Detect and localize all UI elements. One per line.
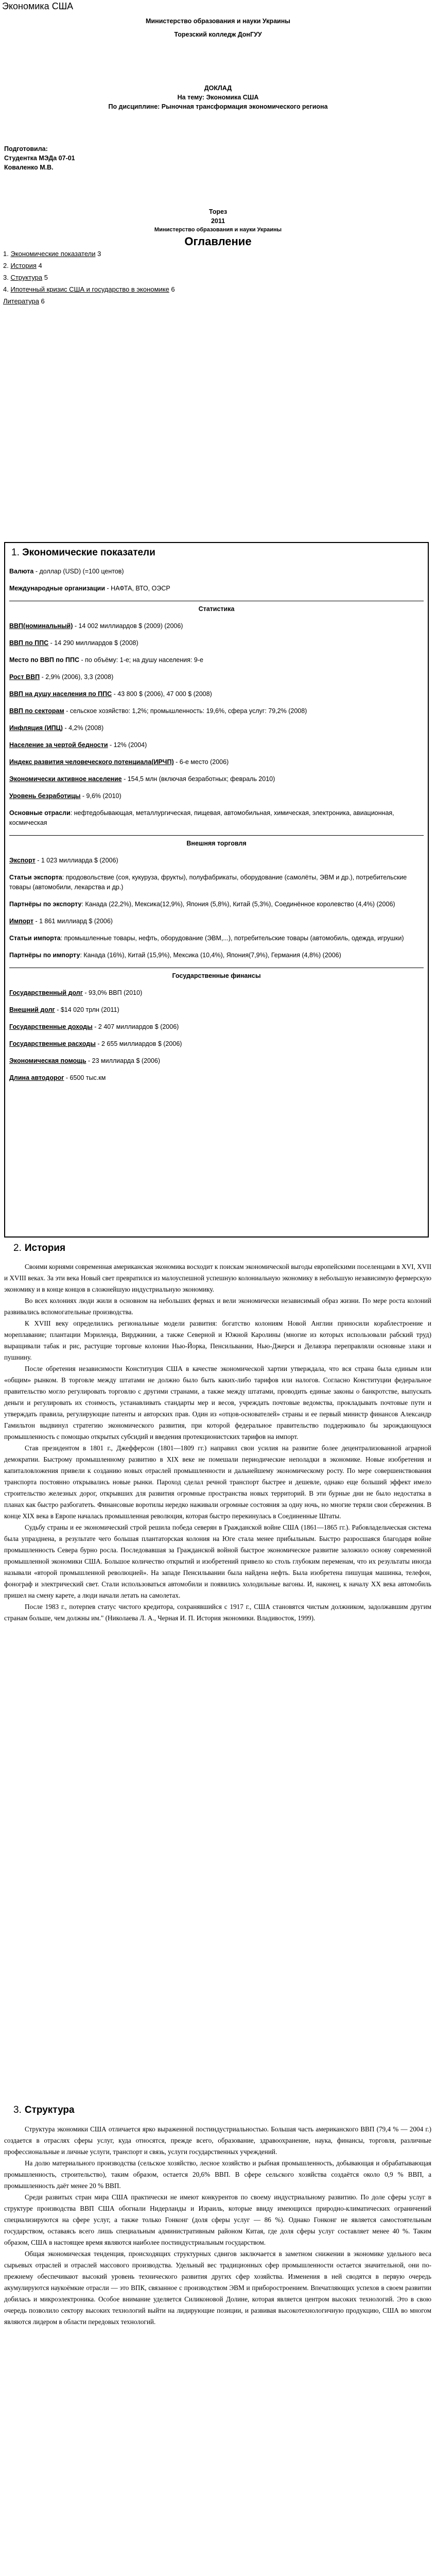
gdp-sectors-row: ВВП по секторам - сельское хозяйство: 1,2%; промышленность: 19,6%, сфера услуг: 79,2% (2008) [9, 707, 307, 715]
gdp-ppp-row: ВВП по ППС - 14 290 миллиардов $ (2008) [9, 639, 138, 647]
indicators-title: 1. Экономические показатели [11, 547, 155, 558]
import-partners-row: Партнёры по импорту: Канада (16%), Китай (15,9%), Мексика (10,4%), Япония(7,9%), Германия (4,8%) (2006) [9, 952, 341, 959]
report-title: ДОКЛАД [204, 84, 232, 92]
finance-heading: Государственные финансы [172, 972, 261, 979]
orgs-row: Международные организации - НАФТА, ВТО, ОЭСР [9, 585, 170, 592]
toc-item-crisis[interactable]: 4. Ипотечный кризис США и государство в экономике 6 [3, 285, 175, 293]
indicators-box [4, 542, 429, 1238]
year: 2011 [211, 217, 225, 225]
history-text: Своими корнями современная американская экономика восходит к поискам экономической выгоды европейскими поселенцами в XVI, XVII и XVIII веках. За эти века Новый свет превратился из малоуспешной успешную колониальную экономику в небольшую независимую фермерскую экономику и в конце концов в сложнейшую индустриальную экономику. Во всех колониях люди жили в основном на небольших фермах и вели экономически независимый образ жизни. По мере роста колоний развивались вспомогательные производства. К XVIII веку определились региональные модели развития: богатство колониям Новой Англии приносили кораблестроение и мореплавание; плантации Мэриленда, Вирджинии, а также Северной и Южной Каролины (многие из которых использовали рабский труд) выращивали табак и рис, растущие торговые колонии Нью-Йорка, Пенсильвании, Нью-Джерси и Делавэра переправляли основные злаки и пушнину. После обретения независимости Конституция США в качестве экономической хартии утверждала, что вся страна была единым или «общим» рынком. В торговле между штатами не должно было быть каких-либо тарифов или налогов. Согласно Конституции федеральное правительство могло регулировать торговлю с другими странами, а также между штатами, проводить единые законы о банкротстве, выпускать деньги и регулировать их стоимость, устанавливать стандарты мер и весов, учреждать почтовые ведомства, прокладывать почтовые пути и утверждать правила, регулирующие патенты и авторских прав. Один из «отцов-основателей» страны и ее первый министр финансов Александр Гамильтон выдвинул стратегию экономического развития, при которой федеральное правительство поддерживало бы зарождающуюся промышленность с помощью открытых субсидий и введения протекционистских тарифов на импорт. Став президентом в 1801 г., Джефферсон (1801—1809 гг.) направил свои усилия на развитие более децентрализованной аграрной демократии. Быстрому промышленному развитию в XIX веке не помешали периодические неполадки в экономике. Новые изобретения и капиталовложения привели к созданию новых отраслей промышленности и дальнейшему экономическому росту. По мере совершенствования транспорта постоянно открывались новые рынки. Пароход сделал речной транспорт быстрее и дешевле, однако еще больший эффект имело строительство железных дорог, открывших для развития огромные пространства новых территорий. В эти бурные дни не было недостатка в планах как быстро разбогатеть. Финансовые воротилы нередко наживали огромные состояния за одну ночь, но многие теряли свои сбережения. В конце XIX века в Европе началась промышленная революция, которая быстро перекинулась в Соединенные Штаты. Судьбу страны и ее экономический строй решила победа северян в Гражданской войне США (1861—1865 гг.). Рабовладельческая система была упразднена, в результате чего большая плантаторская колония на Юге стала менее прибыльным. Быстро разросшаяся благодаря войне промышленность Севера бурно росла. Последовавшая за Гражданской войной быстрое экономическое развитие заложило основу современной промышленной экономики США. Большое количество открытий и изобретений привело ко столь глубоким переменам, что их результаты иногда называли «второй промышленной революцией». На западе Пенсильвании была найдена нефть. Была изобретена пишущая машинка, телефон, фонограф и электрический свет. Стали использоваться автомобили и появились холодильные вагоны. И, наконец, к началу XX века автомобиль пришел на смену карете, а люди начали летать на самолетах. После 1983 г., потерпев статус чистого кредитора, сохранявшийся с 1917 г., США становятся чистым должником, задолжавшим другим странам больше, чем должны им." (Николаева Л. А., Черная И. П. История экономики. Владивосток, 1999). [4, 1263, 431, 1622]
student-group: Студентка МЭДа 07-01 [4, 155, 75, 162]
aid-row: Экономическая помощь - 23 миллиарда $ (2006) [9, 1057, 161, 1064]
toc-item-structure[interactable]: 3. Структура 5 [3, 274, 48, 281]
ext-debt-row: Внешний долг - $14 020 трлн (2011) [9, 1006, 119, 1013]
report-topic: На тему: Экономика США [177, 94, 259, 101]
inflation-row: Инфляция (ИПЦ) - 4,2% (2008) [9, 724, 104, 732]
export-items-row: Статьи экспорта: продовольствие (соя, кукуруза, фрукты), полуфабрикаты, оборудование (самолёты, ЭВМ и др.), потребительские товары (автомобили, лекарства и др.) [9, 874, 407, 891]
stats-heading: Статистика [198, 605, 235, 613]
college-line: Торезский колледж ДонГУУ [174, 31, 262, 38]
revenue-row: Государственные доходы - 2 407 миллиардов $ (2006) [9, 1023, 179, 1030]
exports-row: Экспорт - 1 023 миллиарда $ (2006) [9, 857, 118, 864]
gdp-pc-row: ВВП на душу населения по ППС - 43 800 $ (2006), 47 000 $ (2008) [9, 690, 212, 698]
ministry-footer: Министерство образования и науки Украины [154, 227, 282, 233]
labor-row: Экономически активное население - 154,5 млн (включая безработных; февраль 2010) [9, 775, 275, 783]
unemployment-row: Уровень безработицы - 9,6% (2010) [9, 792, 121, 800]
report-discipline: По дисциплине: Рыночная трансформация экономического региона [108, 103, 328, 110]
structure-title: 3. Структура [13, 2105, 75, 2115]
document-title: Экономика США [2, 1, 74, 11]
currency-row: Валюта - доллар (USD) (=100 центов) [9, 568, 124, 575]
city: Торез [208, 208, 228, 215]
toc-item-history[interactable]: 2. История 4 [3, 262, 42, 269]
trade-heading: Внешняя торговля [186, 840, 247, 847]
toc-item-literature[interactable]: Литература 6 [3, 297, 45, 305]
gdp-rank-row: Место по ВВП по ППС - по объёму: 1-е; на душу населения: 9-е [9, 656, 203, 664]
expenses-row: Государственные расходы - 2 655 миллиардов $ (2006) [9, 1040, 182, 1047]
toc-heading: Оглавление [184, 235, 252, 248]
hdi-row: Индекс развития человеческого потенциала(ИРЧП) - 6-е место (2006) [9, 758, 229, 766]
export-partners-row: Партнёры по экспорту: Канада (22,2%), Мексика(12,9%), Япония (5,8%), Китай (5,3%), Соединённое королевство (4,4%) (2006) [9, 901, 395, 908]
import-items-row: Статьи импорта: промышленные товары, нефть, оборудование (ЭВМ,...), потребительские товары (автомобиль, одежда, игрушки) [9, 935, 404, 942]
roads-row: Длина автодорог - 6500 тыс.км [9, 1074, 106, 1081]
prepared-label: Подготовила: [4, 145, 48, 152]
imports-row: Импорт - 1 861 миллиард $ (2006) [9, 918, 113, 925]
growth-row: Рост ВВП - 2,9% (2006), 3,3 (2008) [9, 673, 114, 681]
poverty-row: Население за чертой бедности - 12% (2004) [9, 741, 147, 749]
ministry-line: Министерство образования и науки Украины [146, 18, 290, 25]
history-title: 2. История [13, 1243, 66, 1253]
debt-row: Государственный долг - 93,0% ВВП (2010) [9, 989, 143, 996]
student-name: Коваленко М.В. [4, 164, 54, 171]
industries-row: Основные отрасли: нефтедобывающая, металлургическая, пищевая, автомобильная, химическая, электроника, авиационная, космическая [9, 809, 394, 826]
gdp-nominal-row: ВВП(номинальный) - 14 002 миллиардов $ (2009) (2006) [9, 622, 183, 630]
toc-item-indicators[interactable]: 1. Экономические показатели 3 [3, 250, 101, 258]
structure-text: Структура экономики США отличается ярко выраженной постиндустриальностью. Большая часть американского ВВП (79,4 % — 2004 г.) создается в отраслях сферы услуг, куда относятся, прежде всего, образование, здравоохранение, наука, финансы, торговля, различные профессиональные и личные услуги, транспорт и связь, услуги государственных учреждений. На долю материального производства (сельское хозяйство, лесное хозяйство и рыбная промышленность, добывающая и обрабатывающая промышленность, строительство), таким образом, остается 20,6% ВВП. В сфере сельского хозяйства создаётся около 0,9 % ВВП, а промышленность даёт менее 20 % ВВП. Среди развитых стран мира США практически не имеют конкурентов по своему индустриальному развитию. По доле сферы услуг в структуре производства ВВП США обогнали Нидерланды и Израиль, которые ввиду имеющихся природно-климатических ограничений специализируются на сфере услуг, а также только Гонконг (доля сферы услуг — 86 %). Однако Гонконг не является самостоятельным государством, оставаясь всего лишь специальным административным районом Китая, где доля сферы услуг составляет менее 40 %. Таким образом, США в настоящее время являются наиболее постиндустриальным государством. Общая экономическая тенденция, происходящих структурных сдвигов заключается в заметном снижении в экономике удельного веса сырьевых отраслей и отраслей массового производства. Удельный вес традиционных сфер промышленности остается значительной, они по-прежнему обеспечивают высокий уровень технического развития других сфер хозяйства. Изменения в ней сводятся в первую очередь акумулируются наукоёмкие отрасли — это ВПК, связанное с производством ЭВМ и приборостроением. Впечатляющих успехов в своем развитии добилась и микроэлектроника. Особое внимание уделяется Силиконовой Долине, которая является центром высоких технологий. Это в свою очередь позволило сектору высоких технологий выйти на лидирующие позиции, и развивая высокотехнологичную продукцию, США во многом являются лидером в области передовых технологий. [4, 2125, 431, 2326]
